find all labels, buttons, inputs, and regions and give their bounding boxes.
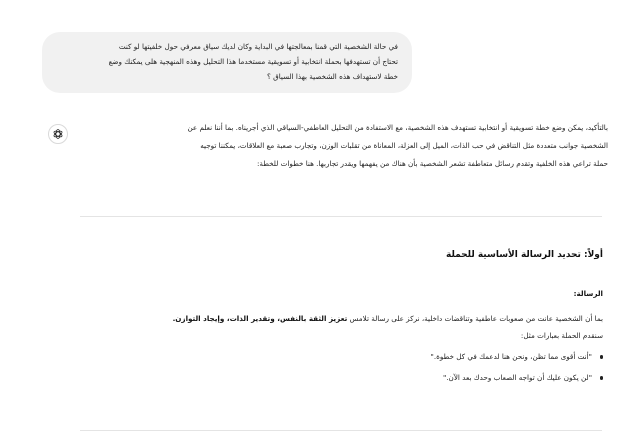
bullet-dot bbox=[600, 376, 604, 380]
bullet-dot bbox=[600, 355, 604, 359]
chatgpt-logo-icon bbox=[52, 128, 64, 140]
user-message-line: في حالة الشخصية التي قمنا بمعالجتها في البداية وكان لديك سياق معرفي حول خلفيتها لو كنت bbox=[118, 42, 398, 51]
section-body bbox=[70, 310, 603, 344]
user-message-line: تحتاج أن تستهدفها بحملة انتخابية أو تسويقية مستخدما هذا التحليل وهذه المنهجية هلى يمكنك وضع bbox=[108, 57, 398, 66]
section-body-emphasis: تعزيز الثقة بالنفس، وتقدير الذات، وإيجاد التوازن. bbox=[172, 314, 348, 323]
assistant-intro-line: الشخصية جوانب متعددة مثل التناقض في حب الذات، الميل إلى العزلة، المعاناة من تقلبات الوزن، وتجارب صعبة مع العلاقات، يمكننا توجيه bbox=[200, 141, 608, 150]
section-divider bbox=[80, 216, 602, 217]
section-body-line: سنقدم الحملة بعبارات مثل: bbox=[520, 331, 603, 340]
list-item-text: "أنت أقوى مما تظن، ونحن هنا لدعمك في كل خطوة." bbox=[430, 352, 592, 361]
list-item bbox=[80, 346, 603, 367]
section-label: الرسالة: bbox=[573, 289, 603, 298]
section-title: أولاً: تحديد الرسالة الأساسية للحملة bbox=[446, 250, 603, 260]
user-message-line: خطة لاستهداف هذه الشخصية بهذا السياق ؟ bbox=[267, 72, 398, 81]
assistant-intro bbox=[80, 119, 608, 173]
list-item-text: "لن يكون عليك أن تواجه الصعاب وحدك بعد الآن." bbox=[442, 373, 592, 382]
assistant-intro-line: بالتأكيد، يمكن وضع خطة تسويقية أو انتخابية تستهدف هذه الشخصية، مع الاستفادة من التحليل العاطفي-السياقي الذي أجريناه. بما أننا نعلم عن bbox=[187, 123, 608, 132]
section-body-line bbox=[70, 310, 603, 327]
assistant-avatar bbox=[48, 124, 68, 144]
assistant-intro-line: حملة تراعي هذه الخلفية وتقدم رسائل متعاطفة تشعر الشخصية بأن هناك من يفهمها ويقدر تجاربها. هنا خطوات للخطة: bbox=[256, 159, 608, 168]
section-divider bbox=[80, 430, 602, 431]
list-item bbox=[80, 367, 603, 388]
user-message-bubble bbox=[42, 32, 412, 93]
bullet-list bbox=[80, 346, 603, 388]
section-body-prefix: بما أن الشخصية عانت من صعوبات عاطفية وتناقضات داخلية، نركز على رسالة تلامس bbox=[347, 314, 603, 323]
